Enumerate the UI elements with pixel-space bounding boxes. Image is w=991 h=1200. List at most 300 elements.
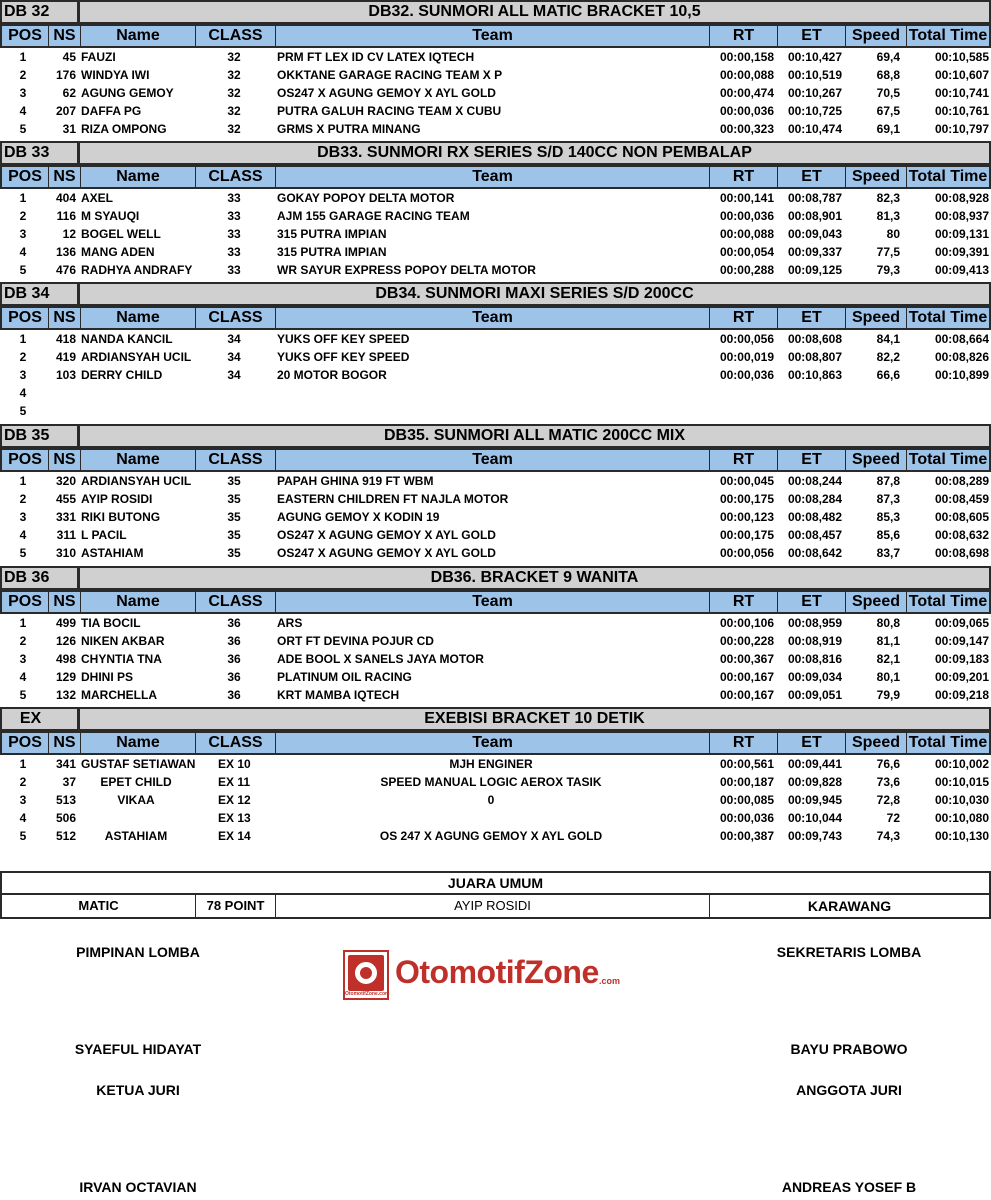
column-header-row — [0, 590, 991, 614]
column-header-rt: RT — [710, 733, 778, 753]
ketua-juri-title: KETUA JURI — [96, 1082, 180, 1098]
cell-team: PAPAH GHINA 919 FT WBM — [277, 474, 434, 488]
cell-total: 00:08,605 — [934, 510, 989, 524]
cell-class: 36 — [227, 670, 241, 684]
table-row — [0, 243, 991, 261]
cell-ns: 418 — [55, 332, 76, 346]
cell-name: BOGEL WELL — [81, 227, 161, 241]
cell-team: GRMS X PUTRA MINANG — [277, 122, 421, 136]
cell-class: 33 — [227, 191, 241, 205]
cell-team: 20 MOTOR BOGOR — [277, 368, 387, 382]
otomotifzone-logo — [343, 950, 633, 1000]
cell-team: EASTERN CHILDREN FT NAJLA MOTOR — [277, 492, 509, 506]
anggota-juri-title: ANGGOTA JURI — [796, 1082, 902, 1098]
cell-total: 00:10,002 — [934, 757, 989, 771]
column-header-ns: NS — [49, 733, 81, 753]
column-header-et: ET — [778, 450, 846, 470]
column-header-pos: POS — [2, 26, 49, 46]
column-header-total: Total Time — [908, 593, 988, 610]
table-row — [0, 544, 991, 562]
cell-name: RIZA OMPONG — [81, 122, 167, 136]
table-row — [0, 827, 991, 845]
cell-et: 00:08,959 — [787, 616, 842, 630]
juara-umum-row — [0, 895, 991, 919]
juara-category: MATIC — [2, 895, 196, 917]
cell-team: PRM FT LEX ID CV LATEX IQTECH — [277, 50, 475, 64]
cell-class: EX 13 — [218, 811, 251, 825]
cell-rt — [708, 384, 776, 402]
cell-class: 35 — [227, 510, 241, 524]
cell-name: ASTAHIAM — [81, 546, 144, 560]
cell-name: DHINI PS — [81, 670, 134, 684]
cell-class: 33 — [227, 227, 241, 241]
cell-total: 00:08,698 — [934, 546, 989, 560]
column-header-row — [0, 448, 991, 472]
table-row — [0, 348, 991, 366]
cell-ns: 132 — [55, 688, 76, 702]
cell-pos: 3 — [19, 86, 27, 100]
cell-class: 32 — [227, 68, 241, 82]
cell-ns: 506 — [55, 811, 76, 825]
cell-total: 00:09,065 — [934, 616, 989, 630]
cell-team: AGUNG GEMOY X KODIN 19 — [277, 510, 440, 524]
column-header-name: Name — [81, 733, 196, 753]
cell-ns — [46, 384, 76, 402]
column-header-class: CLASS — [196, 592, 276, 612]
cell-rt: 00:00,187 — [719, 775, 774, 789]
cell-name: AXEL — [81, 191, 114, 205]
cell-pos: 4 — [19, 670, 27, 684]
cell-et: 00:09,125 — [787, 263, 842, 277]
cell-pos: 1 — [19, 757, 27, 771]
section-title: EXEBISI BRACKET 10 DETIK — [78, 707, 991, 731]
cell-class: 34 — [227, 350, 241, 364]
cell-speed: 84,1 — [876, 332, 900, 346]
cell-ns: 320 — [55, 474, 76, 488]
cell-total: 00:10,761 — [934, 104, 989, 118]
cell-rt: 00:00,019 — [719, 350, 774, 364]
cell-class: 34 — [227, 332, 241, 346]
anggota-juri-name: ANDREAS YOSEF B — [781, 1179, 917, 1195]
sekretaris-title: SEKRETARIS LOMBA — [776, 944, 922, 960]
cell-total: 00:10,015 — [934, 775, 989, 789]
section-title: DB32. SUNMORI ALL MATIC BRACKET 10,5 — [78, 0, 991, 24]
cell-team: GOKAY POPOY DELTA MOTOR — [277, 191, 455, 205]
cell-total: 00:09,147 — [934, 634, 989, 648]
cell-et: 00:10,519 — [787, 68, 842, 82]
cell-pos: 2 — [19, 350, 27, 364]
cell-et — [776, 402, 844, 420]
cell-total: 00:09,218 — [934, 688, 989, 702]
cell-speed: 68,8 — [876, 68, 900, 82]
cell-class: 33 — [227, 263, 241, 277]
cell-speed: 82,3 — [876, 191, 900, 205]
cell-speed — [844, 402, 902, 420]
column-header-name: Name — [81, 308, 196, 328]
cell-total: 00:10,899 — [934, 368, 989, 382]
cell-ns: 513 — [55, 793, 76, 807]
section-title: DB36. BRACKET 9 WANITA — [78, 566, 991, 590]
juara-umum-table — [0, 871, 991, 919]
cell-total — [902, 384, 991, 402]
cell-speed: 87,8 — [876, 474, 900, 488]
cell-et: 00:09,743 — [787, 829, 842, 843]
column-header-rt: RT — [710, 592, 778, 612]
cell-speed: 76,6 — [876, 757, 900, 771]
cell-class — [194, 384, 274, 402]
cell-ns: 310 — [55, 546, 76, 560]
cell-class: 33 — [227, 245, 241, 259]
cell-ns: 207 — [55, 104, 76, 118]
cell-team: YUKS OFF KEY SPEED — [277, 350, 410, 364]
cell-ns: 37 — [62, 775, 76, 789]
cell-speed: 80,8 — [876, 616, 900, 630]
cell-et: 00:09,051 — [787, 688, 842, 702]
column-header-ns: NS — [49, 592, 81, 612]
column-header-name: Name — [81, 592, 196, 612]
section-code: DB 36 — [0, 566, 79, 590]
cell-total: 00:08,459 — [934, 492, 989, 506]
table-row — [0, 472, 991, 490]
cell-speed: 82,2 — [876, 350, 900, 364]
column-header-team: Team — [276, 592, 710, 612]
column-header-name: Name — [81, 450, 196, 470]
column-header-et: ET — [778, 592, 846, 612]
cell-class: 36 — [227, 634, 241, 648]
column-header-pos: POS — [2, 308, 49, 328]
cell-team — [277, 402, 707, 420]
cell-ns — [46, 402, 76, 420]
column-header-team: Team — [276, 167, 710, 187]
cell-team: MJH ENGINER — [449, 757, 533, 771]
column-header-total: Total Time — [908, 309, 988, 326]
cell-class: 32 — [227, 50, 241, 64]
cell-name: VIKAA — [117, 793, 155, 807]
cell-name: WINDYA IWI — [81, 68, 150, 82]
cell-et: 00:08,816 — [787, 652, 842, 666]
column-header-speed: Speed — [846, 167, 907, 187]
column-header-total: Total Time — [908, 734, 988, 751]
table-row — [0, 632, 991, 650]
cell-rt: 00:00,036 — [719, 104, 774, 118]
cell-total: 00:10,030 — [934, 793, 989, 807]
cell-et: 00:08,457 — [787, 528, 842, 542]
table-row — [0, 207, 991, 225]
table-row — [0, 650, 991, 668]
cell-pos: 1 — [19, 332, 27, 346]
cell-et: 00:09,945 — [787, 793, 842, 807]
cell-name: L PACIL — [81, 528, 127, 542]
pimpinan-name: SYAEFUL HIDAYAT — [74, 1041, 202, 1057]
section-code: DB 34 — [0, 282, 79, 306]
table-row — [0, 490, 991, 508]
cell-team: 315 PUTRA IMPIAN — [277, 227, 387, 241]
cell-team: KRT MAMBA IQTECH — [277, 688, 400, 702]
cell-class: EX 11 — [218, 775, 251, 789]
cell-speed: 80,1 — [876, 670, 900, 684]
table-row — [0, 330, 991, 348]
table-row — [0, 773, 991, 791]
cell-pos: 5 — [19, 404, 27, 418]
cell-ns: 476 — [55, 263, 76, 277]
cell-speed — [844, 384, 902, 402]
cell-et: 00:09,043 — [787, 227, 842, 241]
cell-et: 00:08,807 — [787, 350, 842, 364]
cell-total: 00:08,664 — [934, 332, 989, 346]
column-header-rt: RT — [710, 26, 778, 46]
cell-pos: 1 — [19, 474, 27, 488]
column-header-name: Name — [81, 167, 196, 187]
cell-et — [776, 384, 844, 402]
juara-name: AYIP ROSIDI — [276, 895, 710, 917]
cell-total: 00:09,413 — [934, 263, 989, 277]
column-header-speed: Speed — [846, 592, 907, 612]
column-header-speed: Speed — [846, 733, 907, 753]
section-code: DB 35 — [0, 424, 79, 448]
cell-team: OS247 X AGUNG GEMOY X AYL GOLD — [277, 528, 496, 542]
cell-name: RADHYA ANDRAFY — [81, 263, 193, 277]
cell-rt: 00:00,323 — [719, 122, 774, 136]
column-header-row — [0, 731, 991, 755]
cell-rt: 00:00,054 — [719, 245, 774, 259]
cell-team: OS247 X AGUNG GEMOY X AYL GOLD — [277, 546, 496, 560]
cell-ns: 103 — [55, 368, 76, 382]
section-title: DB33. SUNMORI RX SERIES S/D 140CC NON PEMBALAP — [78, 141, 991, 165]
cell-total: 00:08,289 — [934, 474, 989, 488]
cell-class: 33 — [227, 209, 241, 223]
cell-ns: 45 — [62, 50, 76, 64]
section-code: EX — [0, 707, 79, 731]
cell-team: 315 PUTRA IMPIAN — [277, 245, 387, 259]
column-header-et: ET — [778, 26, 846, 46]
table-row — [0, 102, 991, 120]
section-title: DB35. SUNMORI ALL MATIC 200CC MIX — [78, 424, 991, 448]
cell-name: DERRY CHILD — [81, 368, 163, 382]
cell-name: MANG ADEN — [81, 245, 155, 259]
sekretaris-name: BAYU PRABOWO — [790, 1041, 908, 1057]
cell-speed: 70,5 — [876, 86, 900, 100]
column-header-team: Team — [276, 450, 710, 470]
cell-name: RIKI BUTONG — [81, 510, 161, 524]
cell-ns: 62 — [62, 86, 76, 100]
race-section — [0, 566, 991, 707]
cell-rt: 00:00,106 — [719, 616, 774, 630]
cell-name: EPET CHILD — [100, 775, 172, 789]
table-row — [0, 809, 991, 827]
cell-ns: 31 — [62, 122, 76, 136]
cell-class: 36 — [227, 688, 241, 702]
column-header-ns: NS — [49, 167, 81, 187]
cell-pos: 2 — [19, 209, 27, 223]
cell-et: 00:10,725 — [787, 104, 842, 118]
column-header-et: ET — [778, 167, 846, 187]
cell-class: 34 — [227, 368, 241, 382]
cell-class: EX 10 — [218, 757, 251, 771]
cell-pos: 1 — [19, 50, 27, 64]
cell-pos: 4 — [19, 386, 27, 400]
cell-rt: 00:00,056 — [719, 332, 774, 346]
cell-total: 00:10,130 — [934, 829, 989, 843]
cell-class: 35 — [227, 492, 241, 506]
column-header-pos: POS — [2, 733, 49, 753]
cell-speed: 79,9 — [876, 688, 900, 702]
cell-pos: 2 — [19, 775, 27, 789]
juara-city: KARAWANG — [807, 898, 892, 914]
cell-pos: 5 — [19, 122, 27, 136]
cell-rt: 00:00,045 — [719, 474, 774, 488]
cell-et: 00:10,044 — [787, 811, 842, 825]
column-header-team: Team — [276, 26, 710, 46]
cell-team: OS 247 X AGUNG GEMOY X AYL GOLD — [379, 829, 603, 843]
column-header-rt: RT — [710, 308, 778, 328]
cell-et: 00:08,244 — [787, 474, 842, 488]
cell-total: 00:10,741 — [934, 86, 989, 100]
column-header-ns: NS — [49, 450, 81, 470]
cell-ns: 499 — [55, 616, 76, 630]
table-row — [0, 668, 991, 686]
cell-rt — [708, 402, 776, 420]
cell-total: 00:08,928 — [934, 191, 989, 205]
table-row — [0, 66, 991, 84]
cell-rt: 00:00,561 — [719, 757, 774, 771]
cell-team: 0 — [487, 793, 495, 807]
cell-ns: 126 — [55, 634, 76, 648]
cell-name: ARDIANSYAH UCIL — [81, 350, 192, 364]
cell-class: EX 14 — [218, 829, 251, 843]
cell-ns: 512 — [55, 829, 76, 843]
table-row — [0, 755, 991, 773]
cell-et: 00:09,337 — [787, 245, 842, 259]
cell-ns: 404 — [55, 191, 76, 205]
cell-total: 00:10,797 — [934, 122, 989, 136]
cell-speed: 74,3 — [876, 829, 900, 843]
cell-name: ASTAHIAM — [104, 829, 168, 843]
cell-class: 36 — [227, 652, 241, 666]
logo-badge-icon: OtomotifZone.com — [343, 950, 389, 1000]
cell-class: 35 — [227, 474, 241, 488]
table-row — [0, 366, 991, 384]
cell-rt: 00:00,088 — [719, 227, 774, 241]
cell-speed: 72 — [886, 811, 900, 825]
column-header-row — [0, 24, 991, 48]
cell-name: FAUZI — [81, 50, 116, 64]
column-header-total: Total Time — [908, 168, 988, 185]
race-section — [0, 141, 991, 282]
column-header-ns: NS — [49, 308, 81, 328]
cell-ns: 116 — [56, 209, 76, 223]
cell-pos: 5 — [19, 263, 27, 277]
cell-team: OS247 X AGUNG GEMOY X AYL GOLD — [277, 86, 496, 100]
table-row — [0, 120, 991, 138]
column-header-team: Team — [276, 733, 710, 753]
cell-total: 00:08,937 — [934, 209, 989, 223]
cell-name: NIKEN AKBAR — [81, 634, 165, 648]
cell-speed: 81,3 — [876, 209, 900, 223]
cell-ns: 129 — [55, 670, 76, 684]
cell-speed: 83,7 — [876, 546, 900, 560]
cell-rt: 00:00,158 — [719, 50, 774, 64]
column-header-row — [0, 165, 991, 189]
cell-pos: 4 — [19, 811, 27, 825]
cell-pos: 4 — [19, 528, 27, 542]
table-row — [0, 48, 991, 66]
column-header-total: Total Time — [908, 451, 988, 468]
cell-rt: 00:00,036 — [719, 209, 774, 223]
cell-name: GUSTAF SETIAWAN — [81, 757, 196, 771]
column-header-team: Team — [276, 308, 710, 328]
cell-rt: 00:00,175 — [719, 492, 774, 506]
cell-rt: 00:00,167 — [719, 670, 774, 684]
cell-total: 00:09,183 — [934, 652, 989, 666]
column-header-class: CLASS — [196, 450, 276, 470]
column-header-pos: POS — [2, 167, 49, 187]
cell-et: 00:08,919 — [787, 634, 842, 648]
table-row — [0, 261, 991, 279]
cell-team: YUKS OFF KEY SPEED — [277, 332, 410, 346]
cell-ns: 331 — [55, 510, 76, 524]
cell-total: 00:09,391 — [934, 245, 989, 259]
cell-name — [79, 809, 193, 827]
cell-team: WR SAYUR EXPRESS POPOY DELTA MOTOR — [277, 263, 536, 277]
cell-team: ORT FT DEVINA POJUR CD — [277, 634, 434, 648]
race-section — [0, 424, 991, 565]
column-header-speed: Speed — [846, 26, 907, 46]
cell-ns: 419 — [55, 350, 76, 364]
cell-pos: 2 — [19, 634, 27, 648]
cell-team: PUTRA GALUH RACING TEAM X CUBU — [277, 104, 502, 118]
cell-speed: 73,6 — [876, 775, 900, 789]
column-header-speed: Speed — [846, 308, 907, 328]
cell-pos: 5 — [19, 829, 27, 843]
table-row — [0, 189, 991, 207]
cell-speed: 79,3 — [876, 263, 900, 277]
cell-team — [277, 384, 707, 402]
cell-pos: 2 — [19, 68, 27, 82]
cell-speed: 87,3 — [876, 492, 900, 506]
cell-total — [902, 402, 991, 420]
cell-rt: 00:00,175 — [719, 528, 774, 542]
table-row — [0, 791, 991, 809]
ketua-juri-name: IRVAN OCTAVIAN — [79, 1179, 197, 1195]
cell-speed: 80 — [886, 227, 900, 241]
column-header-ns: NS — [49, 26, 81, 46]
column-header-name: Name — [81, 26, 196, 46]
cell-class: 32 — [227, 122, 241, 136]
cell-ns: 341 — [55, 757, 76, 771]
cell-pos: 3 — [19, 793, 27, 807]
cell-pos: 5 — [19, 546, 27, 560]
cell-speed: 81,1 — [876, 634, 900, 648]
cell-et: 00:08,787 — [787, 191, 842, 205]
cell-pos: 2 — [19, 492, 27, 506]
cell-class: 32 — [227, 104, 241, 118]
cell-speed: 77,5 — [876, 245, 900, 259]
table-row — [0, 686, 991, 704]
cell-total: 00:09,201 — [934, 670, 989, 684]
table-row — [0, 614, 991, 632]
race-section — [0, 707, 991, 848]
logo-wordmark: OtomotifZone — [395, 954, 599, 990]
table-row — [0, 526, 991, 544]
cell-rt: 00:00,085 — [719, 793, 774, 807]
cell-class: 36 — [227, 616, 241, 630]
cell-et: 00:10,267 — [787, 86, 842, 100]
column-header-et: ET — [778, 308, 846, 328]
column-header-total: Total Time — [908, 27, 988, 44]
cell-speed: 72,8 — [876, 793, 900, 807]
cell-et: 00:09,441 — [787, 757, 842, 771]
cell-name: DAFFA PG — [81, 104, 142, 118]
